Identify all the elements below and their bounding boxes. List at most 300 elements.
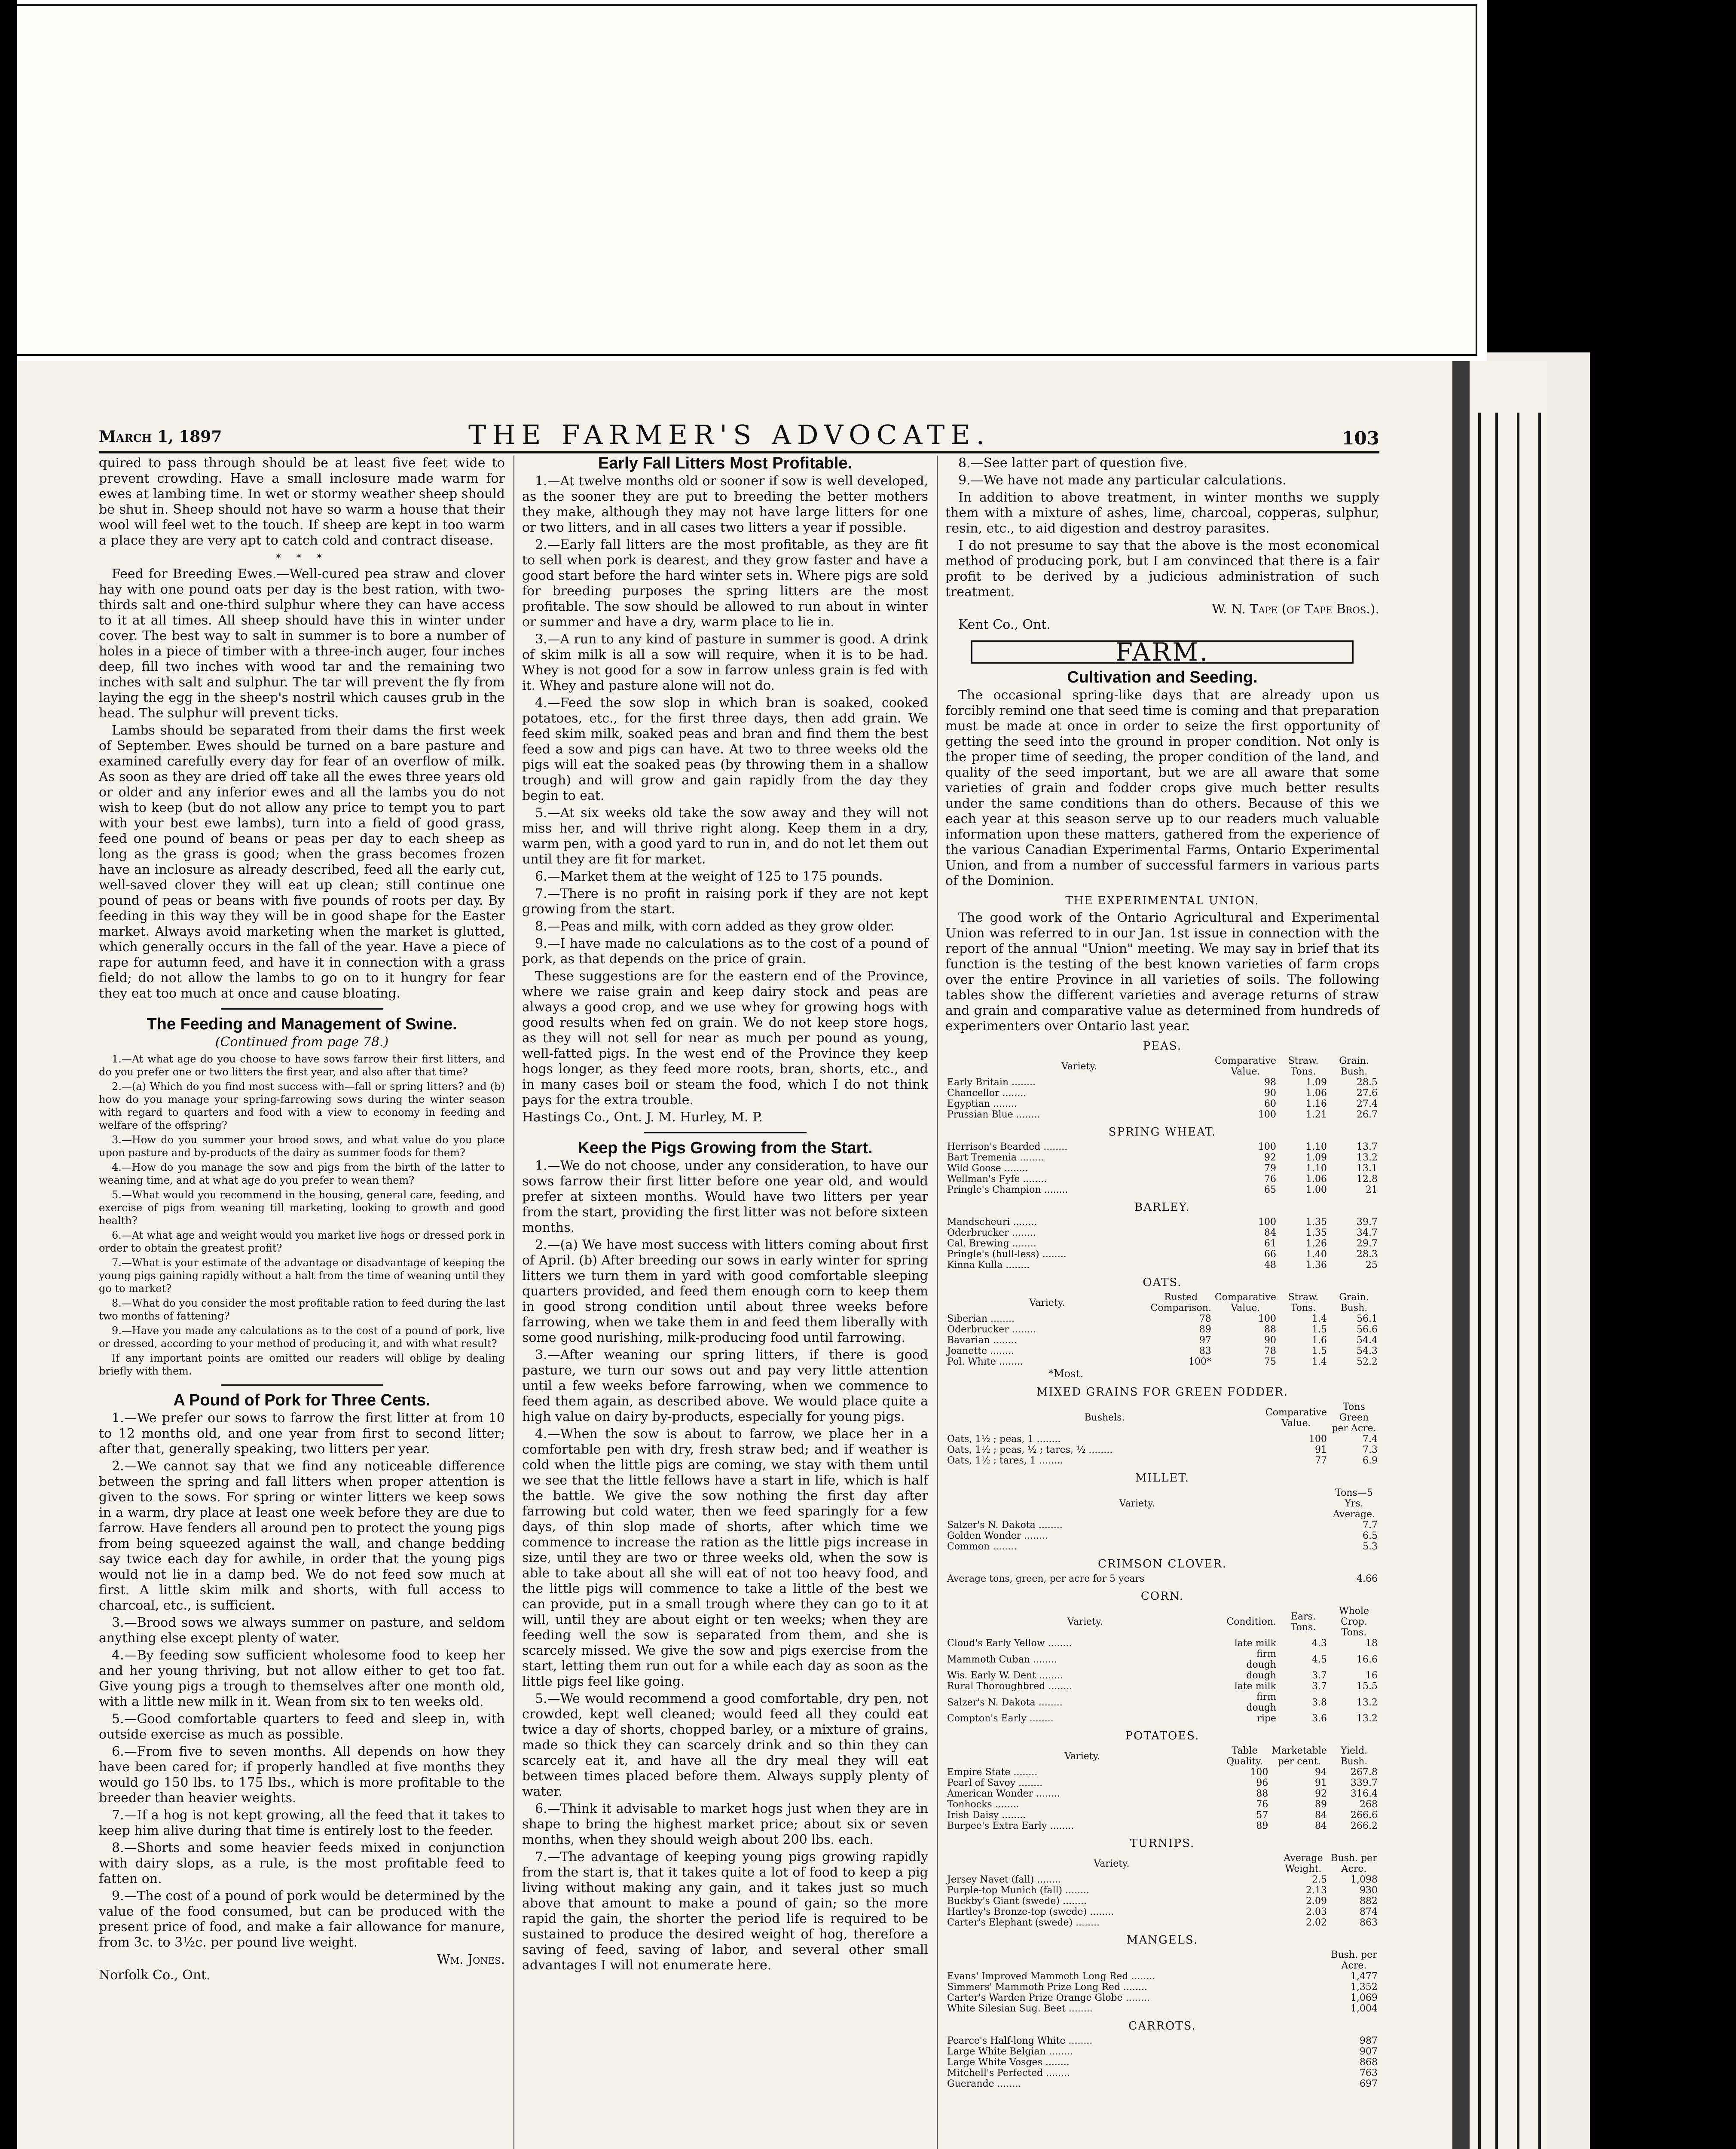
table-cell: 4.3	[1312, 1638, 1327, 1649]
table-row	[945, 1455, 1379, 1466]
table-cell: 1.06	[1306, 1088, 1327, 1099]
table-cell: 97	[1199, 1335, 1211, 1346]
table-row	[945, 1313, 1379, 1324]
table-cell: 2.03	[1306, 1907, 1327, 1917]
table-cell: 100	[1258, 1142, 1276, 1152]
divider	[221, 1384, 383, 1386]
table-row	[945, 1713, 1379, 1724]
table-cell: 89	[1199, 1324, 1211, 1335]
table-title-barley: BARLEY.	[1134, 1201, 1190, 1214]
answer-7: 7.—There is no profit in raising pork if they are not kept growing from the start.	[522, 886, 928, 917]
table-cell: Oderbrucker ........	[947, 1228, 1036, 1238]
table-cell: 1.10	[1306, 1142, 1327, 1152]
table-row	[945, 1993, 1379, 2003]
table-row	[945, 1346, 1379, 1356]
table-cell: 89	[1256, 1821, 1268, 1831]
question-4: 4.—How do you manage the sow and pigs from the birth of the latter to weaning time, and at what age do you prefer to wean them?	[99, 1161, 505, 1186]
table-row	[945, 1185, 1379, 1195]
question-9: 9.—Have you made any calculations as to the cost of a pound of pork, live or dressed, according to your method of producing it, and with what result?	[99, 1325, 505, 1350]
table-cell: Oats, 1½ ; tares, 1 ........	[947, 1455, 1063, 1466]
table-cell: 3.6	[1312, 1713, 1327, 1724]
table-title-mixed: MIXED GRAINS FOR GREEN FODDER.	[1036, 1386, 1289, 1399]
table-cell: 1,477	[1351, 1971, 1378, 1982]
table-turnips	[945, 1853, 1379, 1928]
table-row	[945, 2036, 1379, 2046]
table-cell: White Silesian Sug. Beet ........	[947, 2003, 1093, 2014]
table-cell: 26.7	[1357, 1109, 1378, 1120]
table-row	[945, 1088, 1379, 1099]
page-edge-line	[1517, 413, 1519, 2149]
table-cell: 84	[1315, 1821, 1327, 1831]
table-row	[945, 1077, 1379, 1088]
question-7: 7.—What is your estimate of the advantage or disadvantage of keeping the young pigs gaining rapidly without a halt from the time of weaning until they go to market?	[99, 1257, 505, 1295]
answer-8: 8.—See latter part of question five.	[958, 456, 1188, 471]
table-cell: 13.2	[1357, 1152, 1378, 1163]
table-row	[945, 1099, 1379, 1109]
table-cell: Carter's Elephant (swede) ........	[947, 1917, 1100, 1928]
table-cell: Cloud's Early Yellow ........	[947, 1638, 1072, 1649]
table-row	[945, 1324, 1379, 1335]
table-title-millet: MILLET.	[1135, 1472, 1190, 1485]
table-cell: 1.00	[1306, 1185, 1327, 1195]
author-signature: Wm. Jones.	[437, 1952, 505, 1967]
table-potatoes	[945, 1745, 1379, 1831]
table-cell: 13.2	[1357, 1697, 1378, 1708]
table-header: Straw. Tons.	[1288, 1292, 1319, 1313]
question-2: 2.—(a) Which do you find most success with—fall or spring litters? and (b) how do you manage your spring-farrowing sows during the winter season with regard to quarters and food with a view to economy in feeding and welfare of the offspring?	[99, 1081, 505, 1131]
table-header: Marketable per cent.	[1271, 1745, 1327, 1767]
table-cell: Siberian ........	[947, 1313, 1015, 1324]
table-header-row	[945, 1745, 1379, 1767]
table-cell: 91	[1315, 1778, 1327, 1788]
table-cell: 88	[1264, 1324, 1276, 1335]
table-cell: 39.7	[1357, 1217, 1378, 1228]
table-cell: 1.5	[1312, 1346, 1327, 1356]
table-cell: 1,004	[1351, 2003, 1378, 2014]
table-cell: 29.7	[1357, 1238, 1378, 1249]
table-cell: 7.4	[1363, 1434, 1378, 1445]
question-1: 1.—At what age do you choose to have sows farrow their first litters, and do you prefer one or two litters the first year, and also after that time?	[99, 1053, 505, 1078]
table-cell: Large White Vosges ........	[947, 2057, 1070, 2068]
table-cell: 1.16	[1306, 1099, 1327, 1109]
article-paragraph: quired to pass through should be at least five feet wide to prevent crowding. Have a small inclosure made warm for ewes at lambing time. In wet or stormy weather sheep should be shut in. Sheep should not have so warm a house that their wool will feel wet to the touch. If sheep are kept in too warm a place they are very apt to catch cold and contract disease.	[99, 456, 505, 548]
answer-5: 5.—At six weeks old take the sow away and they will not miss her, and will thrive right along. Keep them in a dry, warm pen, with a good yard to run in, and do not let them out until they are fit for market.	[522, 805, 928, 867]
table-cell: Salzer's N. Dakota ........	[947, 1520, 1063, 1531]
table-cell: Kinna Kulla ........	[947, 1260, 1030, 1270]
table-cell: 874	[1360, 1907, 1378, 1917]
table-cell: Mandscheuri ........	[947, 1217, 1037, 1228]
table-cell: American Wonder ........	[947, 1788, 1061, 1799]
answer-6: 6.—From five to seven months. All depends on how they have been cared for; if properly handled at five months they would go 150 lbs. to 175 lbs., which is more profitable to the breeder than heavier weights.	[99, 1744, 505, 1806]
table-header: Straw. Tons.	[1288, 1056, 1319, 1077]
table-cell: 100	[1258, 1217, 1276, 1228]
table-wheat	[945, 1142, 1379, 1195]
table-header: Grain. Bush.	[1339, 1292, 1369, 1313]
table-row	[945, 2046, 1379, 2057]
scan-background	[1487, 0, 1736, 352]
table-header: Rusted Comparison.	[1150, 1292, 1211, 1313]
table-cell: 868	[1360, 2057, 1378, 2068]
table-cell: 1.09	[1306, 1077, 1327, 1088]
column-3	[945, 456, 1379, 2089]
table-title-corn: CORN.	[1140, 1590, 1184, 1603]
table-header-row	[945, 1950, 1379, 1971]
table-cell: 1,352	[1351, 1982, 1378, 1993]
answer-4: 4.—By feeding sow sufficient wholesome food to keep her and her young thriving, but not allow either to get too fat. Give young pigs a trough to themselves after one month old, with a little new milk in it. Wean from six to ten weeks old.	[99, 1648, 505, 1709]
table-cell: 16.6	[1357, 1654, 1378, 1665]
table-cell: Wis. Early W. Dent ........	[947, 1670, 1064, 1681]
table-cell: 1,069	[1351, 1993, 1378, 2003]
article-subheading: (Continued from page 78.)	[215, 1035, 389, 1050]
table-cell: Evans' Improved Mammoth Long Red ........	[947, 1971, 1155, 1982]
answer-9: 9.—I have made no calculations as to the cost of a pound of pork, as that depends on the price of grain.	[522, 936, 928, 967]
table-millet	[945, 1488, 1379, 1552]
table-cell: 75	[1264, 1356, 1276, 1367]
answer-3: 3.—After weaning our spring litters, if there is good pasture, we turn our sows out and pay very little attention until a few weeks before farrowing, when we commence to feed them again, as described above. We would place quite a high value on dairy by-products, especially for young pigs.	[522, 1347, 928, 1424]
table-cell: 18	[1366, 1638, 1378, 1649]
table-cell: 1.10	[1306, 1163, 1327, 1174]
article-paragraph: In addition to above treatment, in winter months we supply them with a mixture of ashes, lime, charcoal, copperas, sulphur, resin, etc., to aid digestion and destroy parasites.	[945, 490, 1379, 536]
table-cell: 100	[1309, 1434, 1327, 1445]
table-cell: 94	[1315, 1767, 1327, 1778]
table-cell: Common ........	[947, 1541, 1017, 1552]
table-cell: Compton's Early ........	[947, 1713, 1054, 1724]
answer-6: 6.—Market them at the weight of 125 to 175 pounds.	[535, 869, 883, 884]
table-peas	[945, 1056, 1379, 1120]
table-header-row	[945, 1488, 1379, 1520]
answer-1: 1.—We do not choose, under any consideration, to have our sows farrow their first litter before one year old, and would prefer at sixteen months. Would have two litters per year from the start, providing the first litter was not before sixteen months.	[522, 1158, 928, 1235]
table-title-peas: PEAS.	[1143, 1040, 1182, 1053]
table-cell: 2.13	[1306, 1885, 1327, 1896]
table-cell: 930	[1360, 1885, 1378, 1896]
table-cell: 88	[1256, 1788, 1268, 1799]
question-6: 6.—At what age and weight would you market live hogs or dressed pork in order to obtain the greatest profit?	[99, 1229, 505, 1254]
table-cell: Herrison's Bearded ........	[947, 1142, 1068, 1152]
table-row	[945, 1907, 1379, 1917]
table-row	[945, 1434, 1379, 1445]
table-cell: Wild Goose ........	[947, 1163, 1028, 1174]
table-cell: Egyptian ........	[947, 1099, 1017, 1109]
section-stars: * * *	[275, 552, 328, 564]
table-cell: 56.6	[1357, 1324, 1378, 1335]
table-cell: 1.26	[1306, 1238, 1327, 1249]
table-header: Grain. Bush.	[1339, 1056, 1369, 1077]
table-cell: 763	[1360, 2068, 1378, 2079]
folded-top-sheet	[0, 0, 1487, 361]
table-cell: 1.21	[1306, 1109, 1327, 1120]
answer-2: 2.—(a) We have most success with litters coming about first of April. (b) After breeding our sows in early winter for spring litters we turn them in yard with good comfortable sleeping quarters provided, and feed them enough corn to keep them in good strong condition until about three weeks before farrowing, when we take them in and feed them liberally with some good nurishing, milk-producing food until farrowing.	[522, 1237, 928, 1345]
table-cell: 54.4	[1357, 1335, 1378, 1346]
table-cell: Early Britain ........	[947, 1077, 1036, 1088]
answer-1: 1.—At twelve months old or sooner if sow is well developed, as the sooner they are put to breeding the better mothers they make, although they may not have large litters for one or two litters, and in all cases two litters a year if possible.	[522, 474, 928, 535]
table-cell: 54.3	[1357, 1346, 1378, 1356]
table-header-row	[945, 1402, 1379, 1434]
table-cell: Joanette ........	[947, 1346, 1015, 1356]
table-cell: Oderbrucker ........	[947, 1324, 1036, 1335]
table-cell: 697	[1360, 2079, 1378, 2089]
table-row	[945, 1649, 1379, 1670]
article-paragraph: Lambs should be separated from their dams the first week of September. Ewes should be turned on a bare pasture and examined carefully every day for fear of an overflow of milk. As soon as they are dried off take all the ewes three years old or older and any inferior ewes and all the lambs you do not wish to keep (but do not allow any price to tempt you to part with your best ewe lambs), turn into a field of good grass, feed one pound of beans or peas per day to each sheep as long as the grass is good; when the grass becomes frozen have an inclosure as already described, feed all the early cut, well-saved clover they will eat up clean; still continue one pound of peas or beans with five pounds of roots per day. By feeding in this way they will be in good shape for the Easter market. Always avoid marketing when the market is glutted, which generally occurs in the fall of the year. Have a piece of rape for autumn feed, and have it in connection with a grass field; do not allow the lambs to go on to it hungry for fear they eat too much at once and cause bloating.	[99, 723, 505, 1001]
table-row	[945, 1335, 1379, 1346]
table-cell: 13.2	[1357, 1713, 1378, 1724]
table-cell: dough	[1246, 1670, 1276, 1681]
table-cell: Wellman's Fyfe ........	[947, 1174, 1047, 1185]
scan-border-left	[0, 0, 17, 2149]
table-carrots	[945, 2036, 1379, 2089]
table-cell: 27.6	[1357, 1088, 1378, 1099]
question-3: 3.—How do you summer your brood sows, and what value do you place upon pasture and by-products of the dairy as summer foods for them?	[99, 1134, 505, 1159]
table-cell: 3.8	[1312, 1697, 1327, 1708]
article-paragraph: The occasional spring-like days that are already upon us forcibly remind one that seed time is coming and that preparation must be made at once in order to seize the first opportunity of getting the seed into the ground in proper condition. Not only is the proper time of seeding, the proper condition of the land, and quality of the seed important, but we are all aware that some varieties of grain and fodder crops give much better results under the same conditions than do others. Because of this we each year at this season serve up to our readers much valuable information upon these matters, gathered from the experience of the various Canadian Experimental Farms, Ontario Experimental Union, and from a number of successful farmers in various parts of the Dominion.	[945, 688, 1379, 888]
table-cell: 76	[1256, 1799, 1268, 1810]
table-cell: 339.7	[1351, 1778, 1378, 1788]
table-title-potatoes: POTATOES.	[1125, 1730, 1200, 1742]
table-cell: Rural Thoroughbred ........	[947, 1681, 1073, 1692]
table-cell: 96	[1256, 1778, 1268, 1788]
table-header: Comparative Value.	[1214, 1056, 1276, 1077]
table-cell: Mitchell's Perfected ........	[947, 2068, 1070, 2079]
table-cell: 1.40	[1306, 1249, 1327, 1260]
table-header: Variety.	[1119, 1498, 1155, 1509]
table-header: Bush. per Acre.	[1331, 1853, 1377, 1874]
newspaper-title: THE FARMER'S ADVOCATE.	[468, 419, 991, 450]
article-heading: The Feeding and Management of Swine.	[147, 1015, 457, 1033]
table-row	[945, 1445, 1379, 1455]
author-signature: Hastings Co., Ont. J. M. Hurley, M. P.	[522, 1110, 763, 1125]
table-cell: Buckby's Giant (swede) ........	[947, 1896, 1087, 1907]
table-mixed	[945, 1402, 1379, 1466]
table-cell: 92	[1315, 1788, 1327, 1799]
article-heading: A Pound of Pork for Three Cents.	[173, 1391, 431, 1409]
table-row	[945, 1670, 1379, 1681]
table-cell: Guerande ........	[947, 2079, 1021, 2089]
answer-7: 7.—The advantage of keeping young pigs growing rapidly from the start is, that it takes quite a lot of food to keep a pig living without making any gain, and it takes just so much above that amount to make a pound of gain; so the more rapid the gain, the shorter the period life is required to be sustained to produce the desired weight of hog, therefore a saving of feed, saving of labor, and several other small advantages I will not enumerate here.	[522, 1849, 928, 1973]
answer-4: 4.—Feed the sow slop in which bran is soaked, cooked potatoes, etc., for the first three days, then add grain. We feed skim milk, soaked peas and bran and find them the best feed a sow and pigs can have. At two to three weeks old the pigs will eat the soaked peas (by throwing them in a shallow trough) and will grow and gain rapidly from the day they begin to eat.	[522, 695, 928, 803]
answer-4: 4.—When the sow is about to farrow, we place her in a comfortable pen with dry, fresh straw bed; and if weather is cold when the little pigs are coming, we stay with them until we see that the little fellows have a start in life, which is half the battle. We give the sow nothing the first day after farrowing but cold water, then we feed sparingly for a few days, of thin slop made of shorts, after which time we commence to increase the ration as the little pigs increase in size, until they are two or three weeks old, when the sow is able to take about all she will eat of not too heavy food, and the little pigs will commence to take a little of the best we can provide, put in a small trough where they can go to it at will, until they are about eight or ten weeks; when they are feeding well the sow is separated from them, and she is scarcely missed. We give the sow and pigs exercise from the start, letting them run out for a while each day as soon as the little pigs feel like going.	[522, 1427, 928, 1689]
table-cell: 13.1	[1357, 1163, 1378, 1174]
table-cell: Salzer's N. Dakota ........	[947, 1697, 1063, 1708]
divider	[221, 1008, 383, 1010]
article-paragraph: The good work of the Ontario Agricultural and Experimental Union was referred to in our Jan. 1st issue in connection with the report of the annual "Union" meeting. We may say in brief that its function is the testing of the best known varieties of farm crops over the entire Province in all varieties of soils. The following tables show the different varieties and average returns of straw and grain and comparative value as determined from hundreds of experimenters over Ontario last year.	[945, 910, 1379, 1034]
table-row	[945, 1971, 1379, 1982]
table-row	[945, 1681, 1379, 1692]
table-cell: 21	[1366, 1185, 1378, 1195]
table-header-row	[945, 1606, 1379, 1638]
table-cell: late milk	[1234, 1638, 1276, 1649]
table-cell: 57	[1256, 1810, 1268, 1821]
table-cell: firm dough	[1246, 1649, 1276, 1670]
article-heading: Early Fall Litters Most Profitable.	[598, 454, 853, 472]
table-cell: 1.6	[1312, 1335, 1327, 1346]
author-place: Kent Co., Ont.	[958, 617, 1051, 632]
table-cell: Jersey Navet (fall) ........	[947, 1874, 1061, 1885]
section-banner-farm: FARM.	[971, 640, 1354, 664]
table-row	[945, 1109, 1379, 1120]
table-row	[945, 1142, 1379, 1152]
table-header: Variety.	[1029, 1297, 1065, 1308]
table-cell: 3.7	[1312, 1681, 1327, 1692]
table-header: Comparative Value.	[1214, 1292, 1276, 1313]
answer-7: 7.—If a hog is not kept growing, all the feed that it takes to keep him alive during that time is entirely lost to the feeder.	[99, 1808, 505, 1838]
table-cell: 15.5	[1357, 1681, 1378, 1692]
table-cell: 2.02	[1306, 1917, 1327, 1928]
table-cell: 89	[1315, 1799, 1327, 1810]
table-cell: 2.5	[1312, 1874, 1327, 1885]
table-header: Tons Green per Acre.	[1332, 1402, 1376, 1434]
table-cell: 4.5	[1312, 1654, 1327, 1665]
table-cell: 100*	[1188, 1356, 1211, 1367]
column-rule	[937, 456, 938, 2149]
table-cell: 6.5	[1363, 1531, 1378, 1541]
table-cell: 2.09	[1306, 1896, 1327, 1907]
table-barley	[945, 1217, 1379, 1270]
table-row	[945, 1638, 1379, 1649]
table-cell: Hartley's Bronze-top (swede) ........	[947, 1907, 1114, 1917]
answer-2: 2.—Early fall litters are the most profitable, as they are fit to sell when pork is dearest, and they grow faster and have a good start before the hard winter sets in. Where pigs are sold for breeding purposes the spring litters are the most profitable. The sow should be allowed to run about in winter or summer and have a dry, warm place to lie in.	[522, 537, 928, 630]
table-row	[945, 1174, 1379, 1185]
table-cell: 98	[1264, 1077, 1276, 1088]
masthead-rule	[99, 451, 1379, 453]
answer-6: 6.—Think it advisable to market hogs just when they are in shape to bring the highest market price; about six or seven months, when they should weigh about 200 lbs. each.	[522, 1801, 928, 1847]
answer-3: 3.—A run to any kind of pasture in summer is good. A drink of skim milk is all a sow will require, when it is to be had. Whey is not good for a sow in farrow unless grain is fed with it. Whey and pasture alone will not do.	[522, 632, 928, 693]
table-cell: Mammoth Cuban ........	[947, 1654, 1057, 1665]
table-cell: Pearce's Half-long White ........	[947, 2036, 1093, 2046]
table-row	[945, 2079, 1379, 2089]
answer-5: 5.—Good comfortable quarters to feed and sleep in, with outside exercise as much as possible.	[99, 1711, 505, 1742]
table-cell: 78	[1199, 1313, 1211, 1324]
table-title-mangels: MANGELS.	[1126, 1934, 1198, 1947]
table-header: Table Quality.	[1226, 1745, 1263, 1767]
table-cell: 77	[1315, 1455, 1327, 1466]
answer-9: 9.—We have not made any particular calculations.	[958, 473, 1287, 488]
table-row	[945, 1692, 1379, 1713]
table-corn	[945, 1606, 1379, 1724]
table-cell: 1.4	[1312, 1356, 1327, 1367]
question-note: If any important points are omitted our readers will oblige by dealing briefly with them.	[99, 1352, 505, 1377]
table-row	[945, 1788, 1379, 1799]
table-cell: 27.4	[1357, 1099, 1378, 1109]
table-header: Variety.	[1094, 1858, 1130, 1869]
column-2	[522, 456, 928, 1975]
table-cell: 60	[1264, 1099, 1276, 1109]
table-row	[945, 1874, 1379, 1885]
folded-sheet-border	[4, 4, 1477, 356]
table-cell: 100	[1258, 1109, 1276, 1120]
table-cell: Bart Tremenia ........	[947, 1152, 1044, 1163]
table-row	[945, 1356, 1379, 1367]
table-row	[945, 1217, 1379, 1228]
article-paragraph: Feed for Breeding Ewes.—Well-cured pea straw and clover hay with one pound oats per day is the best ration, with two-thirds salt and one-third sulphur where they can have access to it at all times. All sheep should have this in winter under cover. The best way to salt in summer is to bore a number of holes in a piece of timber with a three-inch auger, four inches deep, fill two inches with wood tar and the remaining two inches with salt and sulphur. The tar will prevent the fly from laying the egg in the sheep's nostril which causes grub in the head. The sulphur will prevent ticks.	[99, 566, 505, 721]
table-row	[945, 1520, 1379, 1531]
table-cell: Empire State ........	[947, 1767, 1038, 1778]
table-cell: late milk	[1234, 1681, 1276, 1692]
table-cell: firm dough	[1246, 1692, 1276, 1713]
table-header: Average Weight.	[1284, 1853, 1323, 1874]
table-cell: 907	[1360, 2046, 1378, 2057]
table-row	[945, 1767, 1379, 1778]
table-title-clover: CRIMSON CLOVER.	[1097, 1558, 1227, 1570]
table-title-turnips: TURNIPS.	[1130, 1837, 1195, 1850]
table-cell: 66	[1264, 1249, 1276, 1260]
table-row	[945, 1799, 1379, 1810]
table-cell: 76	[1264, 1174, 1276, 1185]
table-cell: 7.3	[1363, 1445, 1378, 1455]
table-cell: Irish Daisy ........	[947, 1810, 1026, 1821]
table-footnote: *Most.	[1048, 1368, 1083, 1380]
table-cell: Pol. White ........	[947, 1356, 1023, 1367]
table-cell: 34.7	[1357, 1228, 1378, 1238]
table-header: Variety.	[1061, 1061, 1097, 1072]
table-header-row	[945, 1292, 1379, 1313]
table-cell: 84	[1315, 1810, 1327, 1821]
table-header	[945, 1950, 1329, 1971]
column-1	[99, 456, 505, 1985]
question-8: 8.—What do you consider the most profitable ration to feed during the last two months of fattening?	[99, 1297, 505, 1322]
table-cell: Golden Wonder ........	[947, 1531, 1048, 1541]
table-cell: 56.1	[1357, 1313, 1378, 1324]
table-row	[945, 1885, 1379, 1896]
table-cell: 863	[1360, 1917, 1378, 1928]
table-header: Variety.	[1067, 1616, 1103, 1627]
table-row	[945, 1163, 1379, 1174]
table-row	[945, 1778, 1379, 1788]
table-cell: ripe	[1257, 1713, 1276, 1724]
table-cell: 90	[1264, 1335, 1276, 1346]
table-cell: Simmers' Mammoth Prize Long Red ........	[947, 1982, 1147, 1993]
table-cell: 28.5	[1357, 1077, 1378, 1088]
table-cell: Tonhocks ........	[947, 1799, 1019, 1810]
crop-tables	[945, 1038, 1379, 2089]
table-cell: 28.3	[1357, 1249, 1378, 1260]
table-row	[945, 1238, 1379, 1249]
table-cell: 987	[1360, 2036, 1378, 2046]
table-cell: 61	[1264, 1238, 1276, 1249]
table-header: Bush. per Acre.	[1331, 1950, 1377, 1971]
column-rule	[513, 456, 514, 2149]
table-cell: 100	[1250, 1767, 1268, 1778]
page-edge-line	[1495, 413, 1498, 2149]
answer-5: 5.—We would recommend a good comfortable, dry pen, not crowded, kept well cleaned; would feed all they could eat twice a day of shorts, chopped barley, or a mixture of grains, made so thick they can scarcely drink and so thin they can scarcely eat it, and have all the dry meal they will eat between times placed before them. Always supply plenty of water.	[522, 1691, 928, 1799]
table-cell: 48	[1264, 1260, 1276, 1270]
table-row	[945, 1821, 1379, 1831]
table-cell: 1.5	[1312, 1324, 1327, 1335]
table-cell: 91	[1315, 1445, 1327, 1455]
table-row	[945, 2003, 1379, 2014]
article-heading: Cultivation and Seeding.	[1067, 668, 1258, 686]
question-5: 5.—What would you recommend in the housing, general care, feeding, and exercise of pigs from weaning till marketing, looking to growth and good health?	[99, 1189, 505, 1227]
table-cell: 316.4	[1351, 1788, 1378, 1799]
table-cell: Burpee's Extra Early ........	[947, 1821, 1074, 1831]
table-cell: 12.8	[1357, 1174, 1378, 1185]
table-cell: 267.8	[1351, 1767, 1378, 1778]
table-cell: 79	[1264, 1163, 1276, 1174]
table-row	[945, 1810, 1379, 1821]
table-row	[945, 1531, 1379, 1541]
table-title-wheat: SPRING WHEAT.	[1108, 1126, 1216, 1139]
table-header: Condition.	[1226, 1616, 1276, 1627]
table-row	[945, 2057, 1379, 2068]
table-cell: 1.4	[1312, 1313, 1327, 1324]
table-cell: Pringle's (hull-less) ........	[947, 1249, 1067, 1260]
section-subheading: THE EXPERIMENTAL UNION.	[1065, 894, 1259, 907]
table-header: Bushels.	[1084, 1412, 1125, 1423]
table-cell: 84	[1264, 1228, 1276, 1238]
table-cell: 25	[1366, 1260, 1378, 1270]
masthead	[99, 419, 1379, 449]
table-title-carrots: CARROTS.	[1128, 2020, 1196, 2033]
table-row	[945, 2068, 1379, 2079]
table-cell: 13.7	[1357, 1142, 1378, 1152]
